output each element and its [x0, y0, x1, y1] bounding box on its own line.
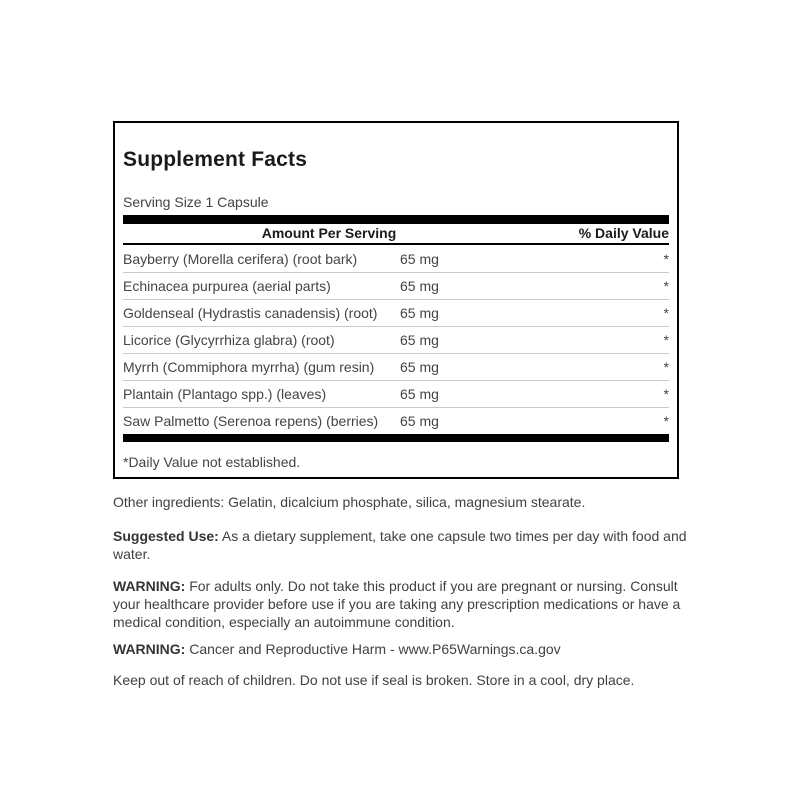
ingredient-amount: 65 mg	[400, 386, 439, 402]
divider-thick-top	[123, 215, 669, 224]
warning-adults-text: For adults only. Do not take this product if you are pregnant or nursing. Consult your healthcare provider before use if you are taking any prescription medications or have a medical condition, especially an autoimmune condition.	[113, 578, 681, 630]
suggested-use-text: As a dietary supplement, take one capsule two times per day with food and water.	[113, 528, 687, 562]
storage-instructions-text: Keep out of reach of children. Do not use if seal is broken. Store in a cool, dry place.	[113, 672, 635, 688]
ingredient-daily-value: *	[663, 413, 669, 429]
ingredient-name: Echinacea purpurea (aerial parts)	[123, 278, 331, 294]
warning-prop65-text: Cancer and Reproductive Harm - www.P65Warnings.ca.gov	[185, 641, 561, 657]
ingredient-name: Myrrh (Commiphora myrrha) (gum resin)	[123, 359, 375, 375]
column-header-amount-per-serving: Amount Per Serving	[261, 225, 397, 241]
table-row	[123, 353, 669, 380]
ingredient-amount: 65 mg	[400, 305, 439, 321]
ingredient-daily-value: *	[663, 386, 669, 402]
label-details	[113, 493, 691, 689]
ingredient-amount: 65 mg	[400, 278, 439, 294]
table-row	[123, 407, 669, 434]
divider-thick-bottom	[123, 434, 669, 442]
ingredient-table	[123, 245, 669, 434]
ingredient-name: Bayberry (Morella cerifera) (root bark)	[123, 250, 358, 267]
warning-adults-label: WARNING:	[113, 578, 186, 594]
ingredient-amount: 65 mg	[400, 250, 439, 267]
supplement-facts-title: Supplement Facts	[123, 148, 308, 171]
table-row	[123, 326, 669, 353]
column-header-daily-value: % Daily Value	[578, 225, 669, 241]
warning-prop65-paragraph	[113, 640, 691, 658]
ingredient-amount: 65 mg	[400, 359, 439, 375]
ingredient-daily-value: *	[663, 359, 669, 375]
ingredient-daily-value: *	[663, 278, 669, 294]
other-ingredients-text: Other ingredients: Gelatin, dicalcium phosphate, silica, magnesium stearate.	[113, 494, 586, 510]
table-row	[123, 272, 669, 299]
ingredient-name: Goldenseal (Hydrastis canadensis) (root)	[123, 305, 378, 321]
ingredient-daily-value: *	[663, 250, 669, 267]
table-row	[123, 245, 669, 272]
table-row	[123, 299, 669, 326]
ingredient-name: Saw Palmetto (Serenoa repens) (berries)	[123, 413, 379, 429]
ingredient-daily-value: *	[663, 332, 669, 348]
table-row	[123, 380, 669, 407]
ingredient-amount: 65 mg	[400, 413, 439, 429]
supplement-facts-panel	[113, 121, 679, 479]
ingredient-name: Plantain (Plantago spp.) (leaves)	[123, 386, 327, 402]
daily-value-footnote: *Daily Value not established.	[123, 454, 301, 470]
serving-size-text: Serving Size 1 Capsule	[123, 194, 269, 210]
table-header-row	[123, 225, 669, 243]
ingredient-daily-value: *	[663, 305, 669, 321]
suggested-use-label: Suggested Use:	[113, 528, 219, 544]
ingredient-name: Licorice (Glycyrrhiza glabra) (root)	[123, 332, 335, 348]
ingredient-amount: 65 mg	[400, 332, 439, 348]
warning-adults-paragraph	[113, 577, 691, 631]
warning-prop65-label: WARNING:	[113, 641, 186, 657]
suggested-use-paragraph	[113, 527, 691, 563]
